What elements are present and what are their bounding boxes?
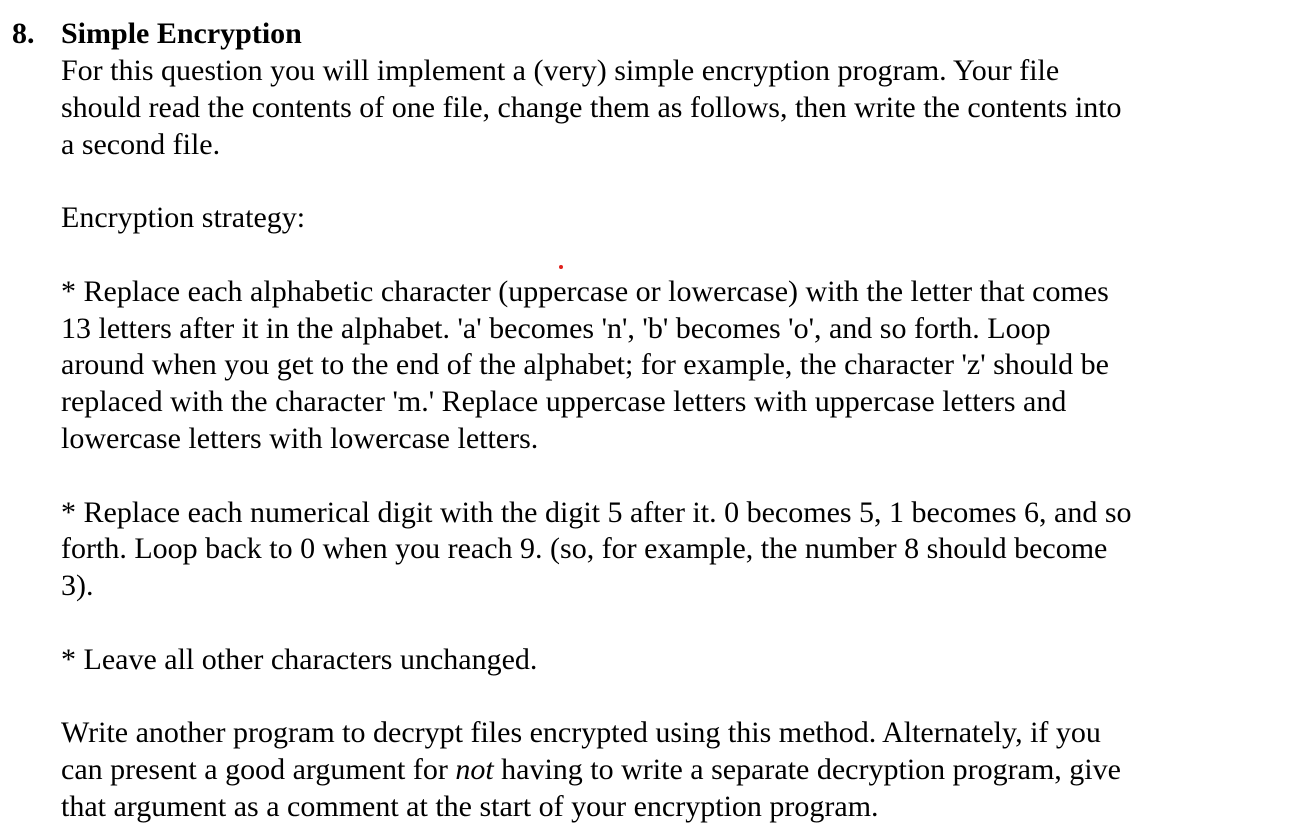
stray-mark [559, 265, 563, 269]
closing-text-part1: Write another program to decrypt files encrypted using this method. Alternately, if you can present a good argument for [61, 716, 1101, 787]
rule-other: * Leave all other characters unchanged. [61, 642, 538, 676]
intro-paragraph: For this question you will implement a (very) simple encryption program. Your file should read the contents of one file, change them as follows, then write the contents into a second file. [61, 54, 1122, 161]
paragraph-gap [61, 605, 1251, 642]
paragraph-gap [61, 163, 1251, 200]
paragraph-gap [61, 237, 1251, 274]
paragraph-gap [61, 679, 1251, 716]
question-body [61, 53, 1251, 826]
question-title: Simple Encryption [61, 17, 302, 50]
strategy-heading: Encryption strategy: [61, 201, 306, 235]
closing-text-part2: having to write a separate decryption program, give that argument as a comment at the start of your encryption program. [61, 753, 1121, 823]
paragraph-gap [61, 458, 1251, 495]
question-number: 8. [12, 17, 35, 50]
closing-paragraph [61, 715, 1251, 825]
rule-letters: * Replace each alphabetic character (uppercase or lowercase) with the letter that comes 13 letters after it in the alphabet. 'a' becomes 'n', 'b' becomes 'o', and so forth. Loop around when you get to the end of the alphabet; for example, the character 'z' should be replaced with the character 'm.' Replace uppercase letters with uppercase letters and lowercase letters with lowercase letters. [61, 274, 1109, 455]
closing-emphasis: not [455, 753, 494, 787]
rule-digits: * Replace each numerical digit with the digit 5 after it. 0 becomes 5, 1 becomes 6, and so forth. Loop back to 0 when you reach 9. (so, for example, the number 8 should become 3). [61, 495, 1132, 603]
